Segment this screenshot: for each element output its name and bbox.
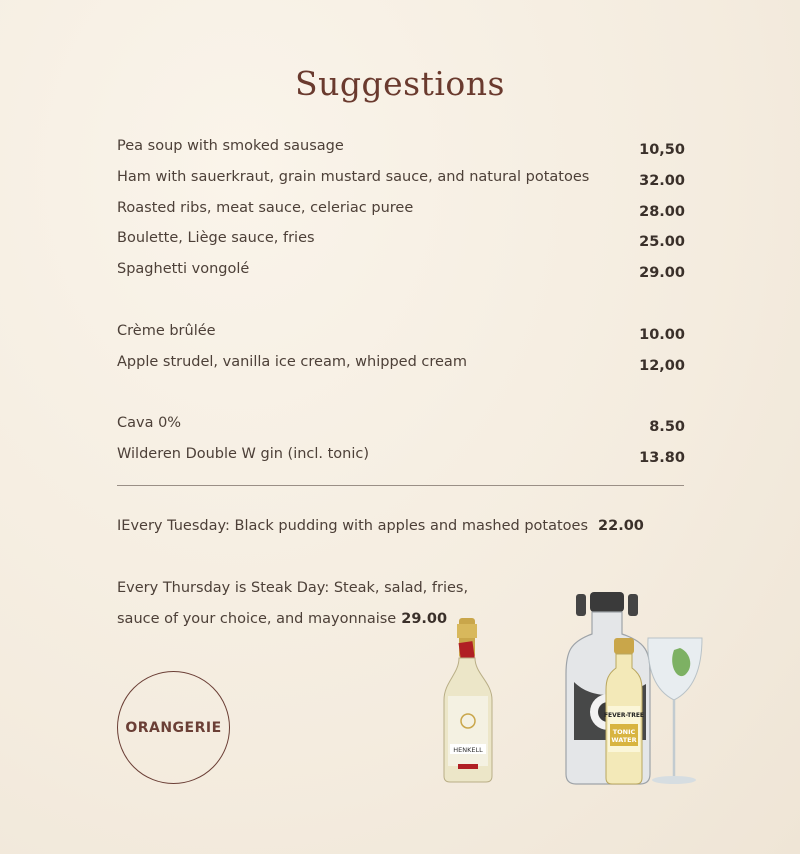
item-name: Apple strudel, vanilla ice cream, whipped cream xyxy=(117,354,467,370)
menu-item xyxy=(117,230,685,254)
henkell-label: HENKELL xyxy=(453,746,483,754)
item-name: Boulette, Liège sauce, fries xyxy=(117,230,315,246)
menu-item xyxy=(117,261,685,285)
item-name: Roasted ribs, meat sauce, celeriac puree xyxy=(117,200,414,216)
tuesday-price: 22.00 xyxy=(598,518,644,534)
thursday-price: 29.00 xyxy=(401,611,448,627)
menu-item xyxy=(117,138,685,162)
menu-item xyxy=(117,169,685,193)
item-name: Pea soup with smoked sausage xyxy=(117,138,344,154)
item-name: Wilderen Double W gin (incl. tonic) xyxy=(117,446,370,462)
item-price: 29.00 xyxy=(639,265,685,281)
item-price: 12,00 xyxy=(639,358,685,374)
menu-item xyxy=(117,415,685,439)
menu-item xyxy=(117,354,685,378)
tonic-label-line1: TONIC xyxy=(612,728,636,736)
item-price: 28.00 xyxy=(639,204,685,220)
tuesday-special xyxy=(117,518,644,534)
tonic-brand-label: FEVER-TREE xyxy=(603,712,645,719)
item-name: Cava 0% xyxy=(117,415,182,431)
tuesday-text: IEvery Tuesday: Black pudding with apples and mashed potatoes xyxy=(117,518,589,534)
thursday-text: sauce of your choice, and mayonnaise xyxy=(117,611,397,627)
item-price: 10.00 xyxy=(639,327,685,343)
item-price: 32.00 xyxy=(639,173,685,189)
menu-item xyxy=(117,446,685,470)
item-price: 10,50 xyxy=(639,142,685,158)
thursday-special-line1: Every Thursday is Steak Day: Steak, salad, fries, xyxy=(117,580,469,596)
divider xyxy=(117,485,684,486)
item-price: 13.80 xyxy=(639,450,685,466)
item-price: 25.00 xyxy=(639,234,685,250)
item-price: 8.50 xyxy=(649,419,685,435)
menu-item xyxy=(117,200,685,224)
orangerie-logo: ORANGERIE xyxy=(117,671,230,784)
item-name: Ham with sauerkraut, grain mustard sauce, and natural potatoes xyxy=(117,169,590,185)
thursday-special-line2 xyxy=(117,611,447,627)
page-title: Suggestions xyxy=(295,64,505,103)
cava-bottle-image xyxy=(438,616,498,786)
tonic-label-line2: WATER xyxy=(611,736,637,744)
item-name: Crème brûlée xyxy=(117,323,216,339)
menu-item xyxy=(117,323,685,347)
item-name: Spaghetti vongolé xyxy=(117,261,250,277)
gin-tonic-image xyxy=(562,590,722,790)
